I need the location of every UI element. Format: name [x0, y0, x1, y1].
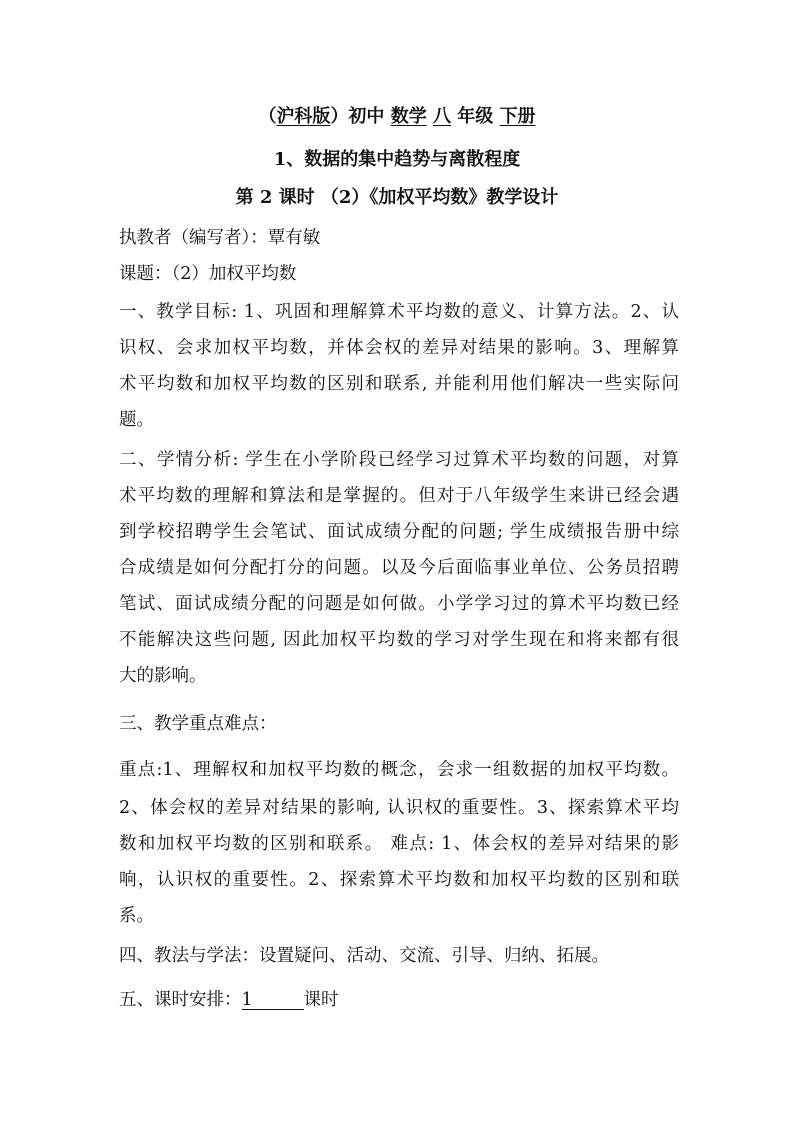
header-volume: 下册 — [499, 106, 536, 127]
key-points-heading: 三、教学重点难点： — [119, 714, 277, 734]
analysis-line-4: 合成绩是如何分配打分的问题。以及今后面临事业单位、公务员招聘 — [119, 558, 679, 578]
key-points-line-2: 2、体会权的差异对结果的影响, 认识权的重要性。3、探索算术平均 — [119, 798, 679, 818]
analysis-line-5: 笔试、面试成绩分配的问题是如何做。小学学习过的算术平均数已经 — [119, 594, 679, 614]
schedule-label: 五、课时安排： — [119, 990, 242, 1010]
analysis-line-6: 不能解决这些问题, 因此加权平均数的学习对学生现在和将来都有很 — [119, 630, 679, 650]
methods-line: 四、教法与学法：设置疑问、活动、交流、引导、归纳、拓展。 — [119, 946, 609, 966]
topic-line: 课题：（2）加权平均数 — [119, 264, 297, 284]
schedule-unit: 课时 — [303, 990, 339, 1010]
objectives-line-3: 术平均数和加权平均数的区别和联系, 并能利用他们解决一些实际问 — [119, 374, 679, 394]
analysis-line-3: 到学校招聘学生会笔试、面试成绩分配的问题; 学生成绩报告册中综 — [119, 522, 679, 542]
header-subject: 数学 — [390, 106, 427, 127]
objectives-line-2: 识权、会求加权平均数，并体会权的差异对结果的影响。3、理解算 — [119, 338, 679, 358]
header-publisher: 沪科版 — [276, 106, 331, 127]
key-points-line-4: 响，认识权的重要性。2、探索算术平均数和加权平均数的区别和联 — [119, 870, 679, 890]
author-line: 执教者（编写者）：覃有敏 — [119, 228, 321, 248]
key-points-line-1: 重点:1、理解权和加权平均数的概念，会求一组数据的加权平均数。 — [119, 760, 679, 780]
objectives-line-1: 一、教学目标: 1、巩固和理解算术平均数的意义、计算方法。2、认 — [119, 302, 679, 322]
header-level: ）初中 — [330, 106, 385, 127]
objectives-line-4: 题。 — [119, 410, 154, 430]
header-grade-suffix: 年级 — [457, 106, 494, 127]
schedule-line — [119, 988, 679, 1012]
key-points-line-3: 数和加权平均数的区别和联系。 难点: 1、体会权的差异对结果的影 — [119, 834, 679, 854]
lesson-title: 第 2 课时 （2）《加权平均数》教学设计 — [235, 187, 559, 208]
analysis-line-7: 大的影响。 — [119, 666, 207, 686]
schedule-value: 1 — [242, 991, 304, 1010]
key-points-line-5: 系。 — [119, 906, 154, 926]
header-line-publisher — [0, 105, 794, 129]
analysis-line-1: 二、学情分析: 学生在小学阶段已经学习过算术平均数的问题，对算 — [119, 450, 679, 470]
analysis-line-2: 术平均数的理解和算法和是掌握的。但对于八年级学生来讲已经会遇 — [119, 486, 679, 506]
header-grade: 八 — [433, 106, 451, 127]
chapter-title: 1、数据的集中趋势与离散程度 — [273, 149, 521, 170]
header-open-paren: （ — [258, 106, 277, 127]
